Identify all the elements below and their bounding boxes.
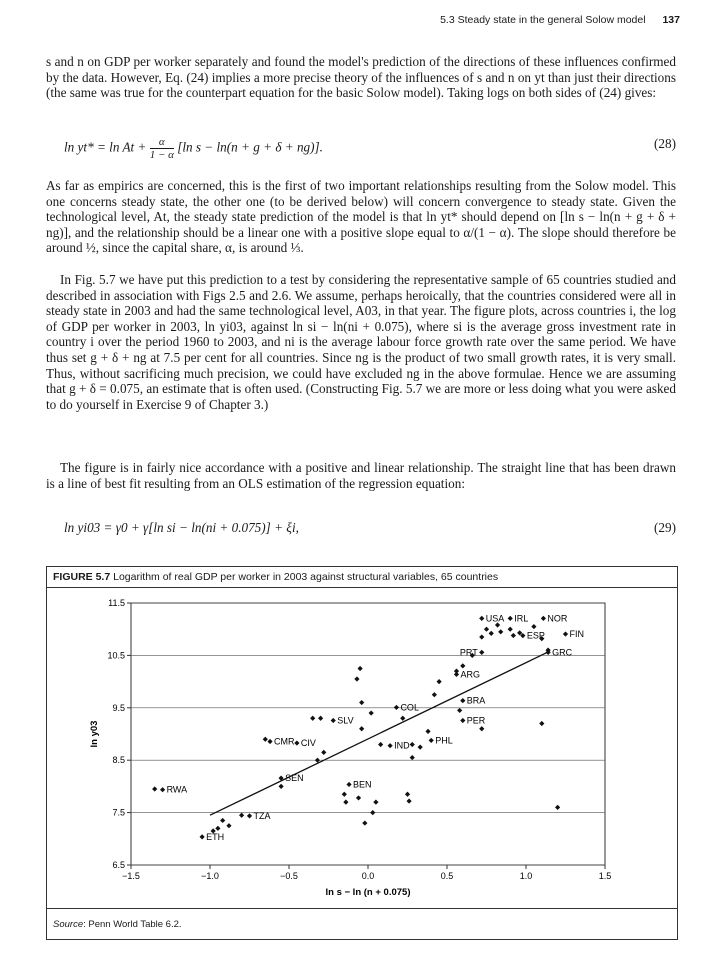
data-point	[342, 792, 347, 797]
country-label: RWA	[166, 784, 188, 795]
country-label: IND	[394, 740, 410, 751]
labeled-point	[294, 740, 299, 745]
data-point	[226, 823, 231, 828]
data-point	[498, 629, 503, 634]
x-tick-label: −0.5	[280, 871, 298, 881]
data-point	[410, 755, 415, 760]
labeled-point	[346, 782, 351, 787]
data-point	[539, 721, 544, 726]
data-point	[555, 805, 560, 810]
data-point	[400, 716, 405, 721]
country-label: NOR	[547, 613, 568, 624]
eq28-rhs: [ln s − ln(n + g + δ + ng)].	[177, 139, 323, 155]
country-label: USA	[485, 613, 505, 624]
data-point	[354, 676, 359, 681]
labeled-point	[454, 672, 459, 677]
labeled-point	[563, 631, 568, 636]
data-point	[321, 750, 326, 755]
data-points	[152, 622, 560, 833]
data-point	[425, 729, 430, 734]
y-gridlines	[131, 603, 605, 865]
eq28-number: (28)	[654, 136, 676, 151]
y-tick-label: 6.5	[112, 860, 125, 870]
data-point	[220, 818, 225, 823]
data-point	[373, 800, 378, 805]
data-point	[418, 745, 423, 750]
labeled-point	[479, 650, 484, 655]
y-tick-label: 11.5	[108, 598, 125, 608]
data-point	[359, 700, 364, 705]
plot-frame	[131, 603, 605, 865]
section-title: 5.3 Steady state in the general Solow model	[440, 14, 646, 26]
data-point	[508, 627, 513, 632]
country-labels	[160, 613, 584, 842]
country-label: ARG	[460, 669, 480, 680]
x-tick-label: 1.0	[519, 871, 533, 881]
paragraph-2: As far as empirics are concerned, this is the first of two important relationships resulting from the Solow model. This one concerns steady state, the other one (to be derived below) will concern convergence to steady state. Given the technological level, At, the steady state prediction of the model is that ln yt* should depend on [ln s − ln(n + g + δ + ng)], and the relationship should be a linear one with a positive slope equal to α/(1 − α). The slope should therefore be around ½, since the capital share, α, is around ⅓.	[46, 178, 676, 256]
country-label: CMR	[274, 736, 295, 747]
data-point	[378, 742, 383, 747]
country-label: TZA	[253, 810, 271, 821]
figure-title: Logarithm of real GDP per worker in 2003 against structural variables, 65 countries	[113, 571, 499, 583]
data-point	[484, 627, 489, 632]
country-label: PHL	[435, 735, 453, 746]
data-point	[457, 708, 462, 713]
data-point	[511, 633, 516, 638]
eq29-number: (29)	[654, 520, 676, 535]
data-point	[362, 820, 367, 825]
country-label: COL	[400, 702, 419, 713]
y-axis-label: ln y03	[89, 720, 100, 748]
labeled-point	[460, 698, 465, 703]
country-label: PRT	[459, 647, 478, 658]
eq28-lhs: ln yt* = ln At +	[64, 139, 150, 155]
data-point	[279, 784, 284, 789]
labeled-point	[200, 834, 205, 839]
running-header	[0, 14, 680, 26]
data-point	[406, 798, 411, 803]
y-tick-label: 10.5	[107, 650, 125, 661]
labeled-point	[479, 616, 484, 621]
figure-5-7	[46, 566, 678, 940]
eq29-text: ln yi03 = γ0 + γ[ln si − ln(ni + 0.075)] + ξi,	[64, 520, 299, 535]
eq28-fraction	[150, 136, 174, 161]
country-label: PER	[466, 715, 486, 726]
x-tick-label: −1.0	[201, 871, 219, 881]
data-point	[531, 624, 536, 629]
data-point	[489, 631, 494, 636]
x-tick-label: −1.5	[122, 871, 140, 881]
data-point	[358, 666, 363, 671]
data-point	[405, 792, 410, 797]
data-point	[479, 726, 484, 731]
y-tick-label: 7.5	[112, 807, 125, 818]
eq28-frac-top: α	[150, 136, 174, 149]
data-point	[152, 786, 157, 791]
data-point	[215, 826, 220, 831]
source-divider	[47, 908, 677, 909]
x-tick-label: 1.5	[598, 871, 612, 881]
y-tick-label: 8.5	[112, 755, 125, 766]
paragraph-1: s and n on GDP per worker separately and found the model's prediction of the directions of these influences confirmed by the data. However, Eq. (24) implies a more precise theory of the influences of s and n on yt than just their directions (the same was true for the counterpart equation for the basic Solow model). Taking logs on both sides of (24) gives:	[46, 54, 676, 101]
source-label: Source	[53, 919, 84, 930]
labeled-point	[460, 718, 465, 723]
data-point	[370, 810, 375, 815]
country-label: GRC	[552, 647, 573, 658]
y-tick-label: 9.5	[112, 702, 125, 713]
labeled-point	[160, 787, 165, 792]
labeled-point	[331, 718, 336, 723]
labeled-point	[508, 616, 513, 621]
data-point	[369, 710, 374, 715]
country-label: BRA	[466, 695, 486, 706]
x-tick-label: 0.5	[440, 871, 454, 881]
eq28-frac-bottom: 1 − α	[149, 149, 174, 161]
country-label: ETH	[206, 831, 225, 842]
figure-caption	[53, 571, 498, 583]
data-point	[318, 716, 323, 721]
country-label: BEN	[353, 779, 372, 790]
scatter-chart	[47, 589, 677, 909]
data-point	[356, 795, 361, 800]
labeled-point	[429, 738, 434, 743]
x-axis-label: ln s − ln (n + 0.075)	[325, 887, 411, 898]
labeled-point	[388, 743, 393, 748]
labeled-point	[541, 616, 546, 621]
data-point	[479, 634, 484, 639]
data-point	[343, 800, 348, 805]
country-label: SLV	[337, 715, 354, 726]
country-label: IRL	[514, 613, 529, 624]
data-point	[239, 813, 244, 818]
x-tick-label: 0.0	[361, 871, 375, 881]
data-point	[263, 737, 268, 742]
labeled-point	[267, 739, 272, 744]
regression-line	[210, 651, 550, 815]
data-point	[432, 692, 437, 697]
equation-28	[64, 136, 676, 161]
paragraph-3: In Fig. 5.7 we have put this prediction to a test by considering the representative sample of 65 countries studied and described in association with Figs 2.5 and 2.6. We assume, perhaps heroically, that the countries considered were all in steady state in 2003 and had the same technological level, A03, in that year. The figure plots, across countries i, the log of GDP per worker in 2003, ln yi03, against ln si − ln(ni + 0.075), where si is the average gross investment rate in country i over the period 1960 to 2003, and ni is the average labour force growth rate over the same period. We have thus set g + δ + ng at 7.5 per cent for all countries. Since ng is the product of two small growth rates, it is very small. Thus, without sacrificing much precision, we could have excluded ng in the above formulae. Hence we are assuming that g + δ = 0.075, an estimate that is often used. (Constructing Fig. 5.7 we are more or less doing what you were asked to do yourself in Exercise 9 of Chapter 3.)	[46, 272, 676, 412]
data-point	[359, 726, 364, 731]
source-text: : Penn World Table 6.2.	[83, 919, 182, 930]
equation-29	[64, 520, 676, 536]
figure-label: FIGURE 5.7	[53, 571, 111, 583]
country-label: FIN	[569, 629, 584, 640]
country-label: ESP	[526, 630, 545, 641]
data-point	[460, 663, 465, 668]
figure-source	[53, 919, 182, 930]
paragraph-4: The figure is in fairly nice accordance with a positive and linear relationship. The straight line that has been drawn is a line of best fit resulting from an OLS estimation of the regression equation:	[46, 460, 676, 491]
caption-divider	[47, 587, 677, 588]
country-label: CIV	[300, 738, 316, 749]
data-point	[437, 679, 442, 684]
labeled-point	[247, 813, 252, 818]
data-point	[410, 742, 415, 747]
country-label: SEN	[285, 773, 304, 784]
labeled-point	[394, 705, 399, 710]
page-number: 137	[662, 14, 680, 26]
data-point	[310, 716, 315, 721]
